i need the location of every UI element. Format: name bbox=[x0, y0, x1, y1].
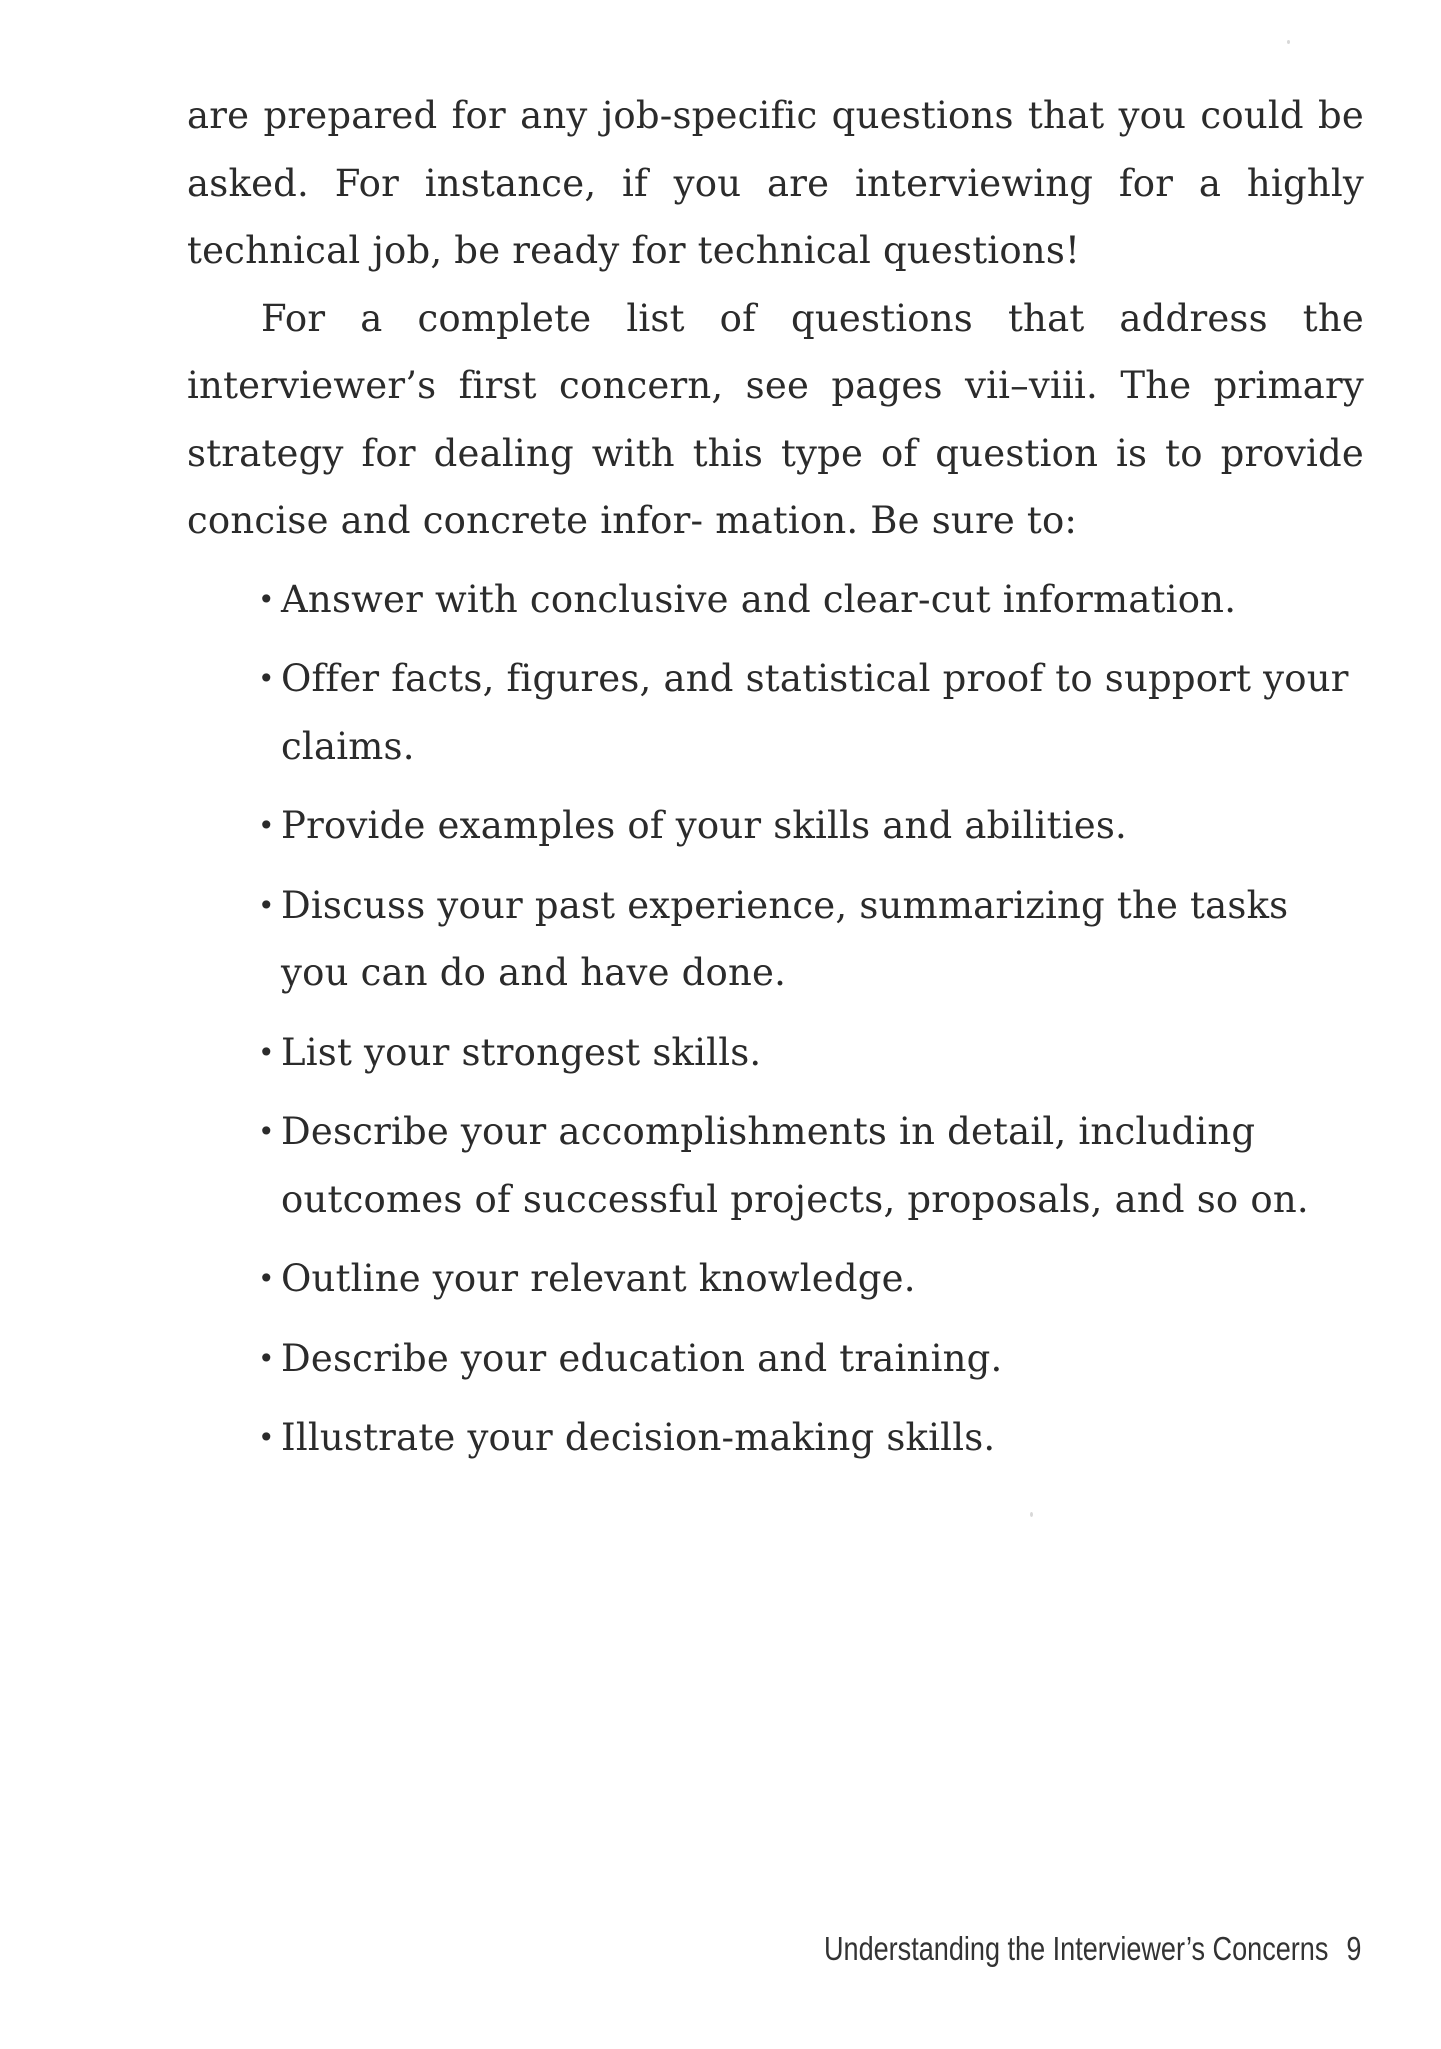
bullet-list bbox=[187, 566, 1364, 1472]
list-item bbox=[187, 645, 1364, 780]
list-item-text: Describe your education and training. bbox=[281, 1336, 1003, 1380]
list-item bbox=[187, 792, 1364, 860]
bullet-icon: • bbox=[258, 582, 275, 616]
list-item bbox=[187, 1325, 1364, 1393]
list-item-text: Provide examples of your skills and abilities. bbox=[281, 804, 1127, 847]
list-item-text: Illustrate your decision-making skills. bbox=[281, 1416, 996, 1459]
list-item-text: Outline your relevant knowledge. bbox=[281, 1257, 916, 1300]
bullet-icon: • bbox=[258, 1035, 275, 1069]
paragraph-continuation: are prepared for any job-specific questions that you could be asked. For instance, if you are interviewing for a highly technical job, be ready for technical questions! bbox=[187, 94, 1364, 272]
bullet-icon: • bbox=[258, 1421, 275, 1454]
list-item bbox=[187, 1019, 1364, 1087]
list-item bbox=[187, 1098, 1364, 1233]
list-item-text: Offer facts, figures, and statistical proof to support your claims. bbox=[281, 657, 1349, 768]
scan-speck bbox=[1030, 1512, 1033, 1517]
scan-speck bbox=[1287, 40, 1290, 44]
list-item-text: Answer with conclusive and clear-cut information. bbox=[281, 577, 1237, 621]
bullet-icon: • bbox=[258, 1341, 275, 1375]
bullet-icon: • bbox=[258, 888, 275, 922]
list-item-text: Discuss your past experience, summarizing the tasks you can do and have done. bbox=[281, 883, 1289, 994]
paragraph-strategy: For a complete list of questions that address the interviewer’s first concern, see pages vii–viii. The primary strategy for dealing with this type of question is to provide concise and concrete infor- mation. Be sure to: bbox=[187, 296, 1364, 542]
page-footer bbox=[824, 1930, 1361, 1968]
page-body bbox=[187, 82, 1364, 1484]
bullet-icon: • bbox=[258, 1115, 275, 1148]
list-item-text: Describe your accomplishments in detail, including outcomes of successful projects, proposals, and so on. bbox=[281, 1110, 1309, 1221]
list-item bbox=[187, 872, 1364, 1007]
running-title: Understanding the Interviewer’s Concerns bbox=[823, 1930, 1328, 1967]
bullet-icon: • bbox=[258, 662, 275, 695]
bullet-icon: • bbox=[258, 1262, 275, 1295]
list-item bbox=[187, 1245, 1364, 1313]
list-item bbox=[187, 1404, 1364, 1472]
list-item bbox=[187, 566, 1364, 634]
list-item-text: List your strongest skills. bbox=[281, 1030, 762, 1074]
page-number: 9 bbox=[1345, 1930, 1361, 1967]
bullet-icon: • bbox=[258, 809, 275, 842]
